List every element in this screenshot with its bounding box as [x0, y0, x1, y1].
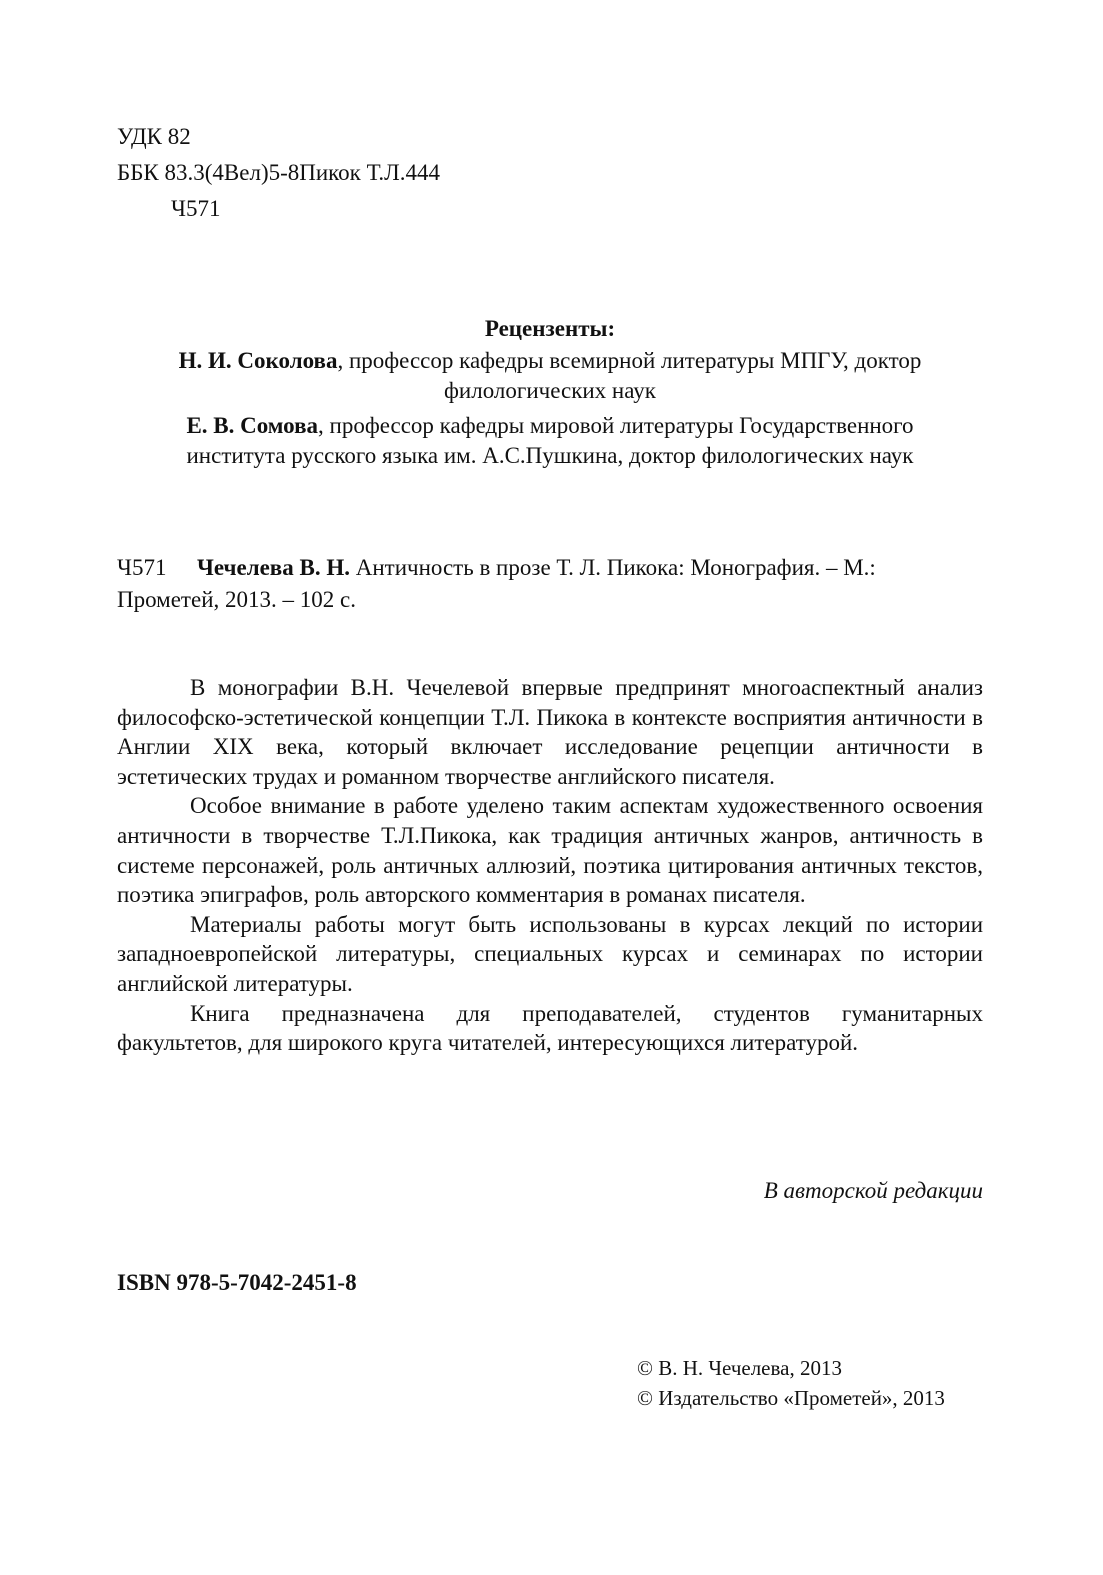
reviewer-1-line-2: филологических наук — [444, 378, 656, 403]
reviewer-2-name: Е. В. Сомова — [186, 413, 319, 438]
reviewer-2-line-2: института русского языка им. А.С.Пушкина, доктор филологических наук — [186, 443, 914, 468]
biblio-code: Ч571 — [117, 555, 167, 580]
reviewer-1-name: Н. И. Соколова — [178, 348, 338, 373]
author-mark: Ч571 — [171, 196, 221, 221]
edition-note: В авторской редакции — [763, 1178, 983, 1203]
reviewer-1-line-1 — [117, 346, 983, 376]
reviewers-block — [117, 314, 983, 471]
abstract-paragraph: Материалы работы могут быть использованы в курсах лекций по истории западноевропейской литературы, специальных курсах и семинарах по истории английской литературы. — [117, 911, 983, 996]
bbk-code: ББК 83.3(4Вел)5-8Пикок Т.Л.444 — [117, 160, 440, 185]
reviewer-1-desc-1: , профессор кафедры всемирной литературы МПГУ, доктор — [337, 348, 922, 373]
biblio-line-1 — [117, 552, 983, 584]
reviewer-2-desc-1: , профессор кафедры мировой литературы Государственного — [318, 413, 914, 438]
isbn: ISBN 978-5-7042-2451-8 — [117, 1270, 357, 1295]
abstract — [117, 673, 983, 1058]
abstract-paragraph: Книга предназначена для преподавателей, студентов гуманитарных факультетов, для широкого круга читателей, интересующихся литературой. — [117, 1000, 983, 1056]
abstract-paragraph: Особое внимание в работе уделено таким аспектам художественного освоения античности в творчестве Т.Л.Пикока, как традиция античных жанров, античность в системе персонажей, роль античных аллюзий, поэтика цитирования античных текстов, поэтика эпиграфов, роль авторского комментария в романах писателя. — [117, 793, 983, 908]
biblio-title-1: Античность в прозе Т. Л. Пикока: Монография. – М.: — [349, 555, 876, 580]
bibliographic-record — [117, 552, 983, 616]
copyright-publisher: © Издательство «Прометей», 2013 — [637, 1386, 945, 1410]
udk-code: УДК 82 — [117, 124, 191, 149]
abstract-paragraph: В монографии В.Н. Чечелевой впервые предпринят многоаспектный анализ философско-эстетической концепции Т.Л. Пикока в контексте восприятия античности в Англии XIX века, который включает исследование рецепции античности в эстетических трудах и романном творчестве английского писателя. — [117, 675, 983, 789]
reviewer-2-line-1 — [117, 411, 983, 441]
reviewers-heading: Рецензенты: — [484, 316, 616, 341]
biblio-author: Чечелева В. Н. — [197, 555, 350, 580]
biblio-line-2: Прометей, 2013. – 102 с. — [117, 587, 356, 612]
copyright-author: © В. Н. Чечелева, 2013 — [637, 1356, 842, 1380]
